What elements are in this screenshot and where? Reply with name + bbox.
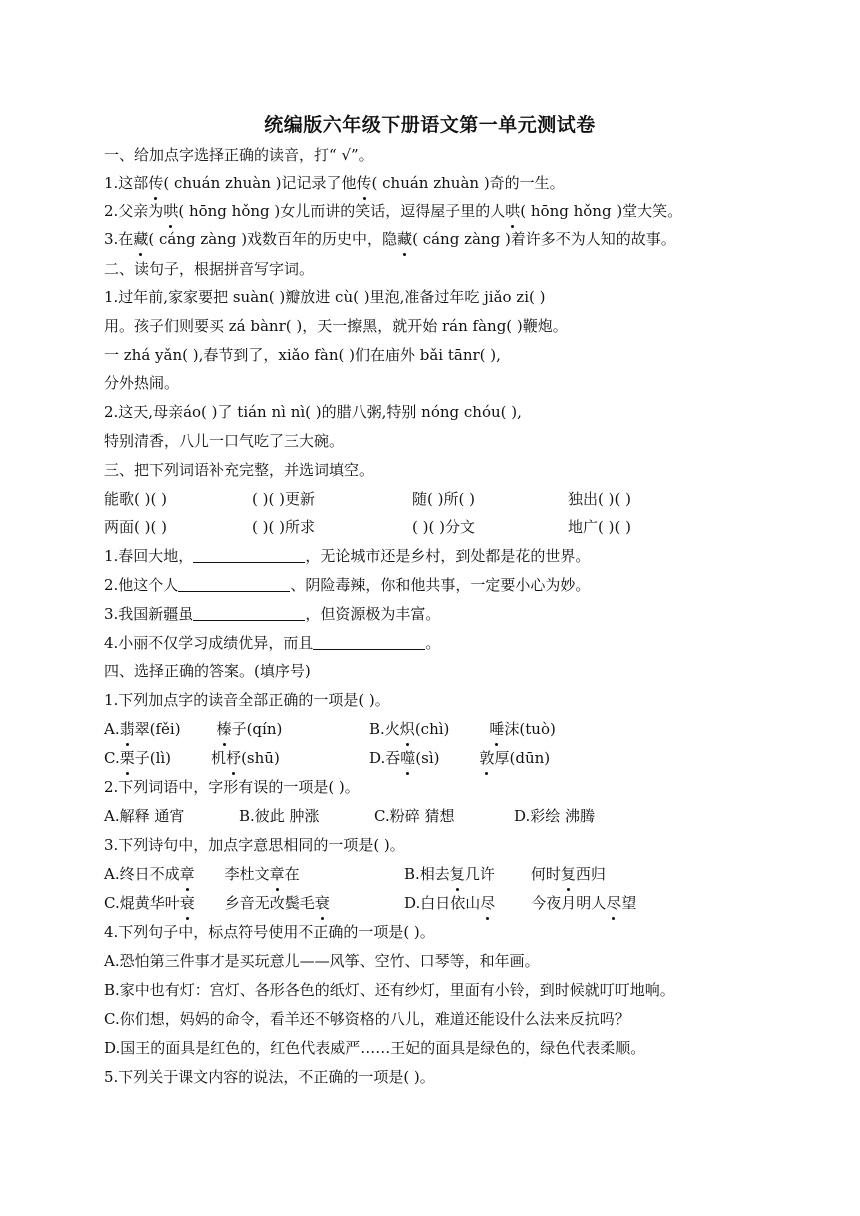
s3-idiom-row-1: [104, 486, 631, 512]
s1-q2-text-c: ( hōng hǒng )堂大笑。: [520, 202, 683, 220]
idiom-item: 独出( )( ): [568, 490, 631, 508]
s4-q3-options-cd: [104, 890, 636, 916]
answer-blank[interactable]: [178, 575, 290, 592]
s4-question-3: 3.下列诗句中，加点字意思相同的一项是( )。: [104, 836, 405, 854]
fill-text: 2.他这个人: [104, 576, 179, 594]
s1-q3-text-a: 3.在: [104, 230, 134, 248]
dotted-char: 藏: [133, 226, 148, 252]
idiom-item: 地广( )( ): [568, 518, 631, 536]
idiom-item: 两面( )( ): [104, 518, 167, 536]
s2-line-3: 一 zhá yǎn( ),春节到了，xiǎo fàn( )们在庙外 bǎi tānr( ),: [104, 346, 501, 364]
s4-q1-options-ab: [104, 716, 556, 742]
idiom-item: 能歌( )( ): [104, 490, 167, 508]
section-2-heading: 二、读句子，根据拼音写字词。: [104, 260, 315, 278]
s3-idiom-row-2: [104, 514, 631, 540]
exam-title: 统编版六年级下册语文第一单元测试卷: [264, 114, 596, 136]
s2-line-4: 分外热闹。: [104, 374, 180, 392]
s1-q1-text-c: ( chuán zhuàn )奇的一生。: [371, 174, 565, 192]
s4-q4-option-a: A.恐怕第三件事才是买玩意儿——风筝、空竹、口琴等，和年画。: [104, 952, 540, 970]
fill-text: 。: [425, 634, 441, 652]
fill-text: 、阴险毒辣，你和他共事，一定要小心为妙。: [290, 576, 591, 594]
section-3-heading: 三、把下列词语补充完整，并选词填空。: [104, 461, 375, 479]
s4-q1-options-cd: [104, 745, 550, 771]
answer-blank[interactable]: [193, 546, 305, 563]
s1-q3-text-b: ( cáng zàng )戏数百年的历史中，隐: [148, 230, 398, 248]
option-b: B.相去复几许 何时复西归: [404, 861, 606, 887]
dotted-char: 藏: [397, 226, 412, 252]
s4-q4-option-c: C.你们想，妈妈的命令，看羊还不够资格的八儿，难道还能设什么法来反抗吗？: [104, 1010, 630, 1028]
option-c: C.焜黄华叶衰 乡音无改鬓毛衰: [104, 890, 404, 916]
s1-q2-text-b: ( hōng hǒng )女儿而讲的笑话，逗得屋子里的人: [178, 202, 506, 220]
s4-question-2: 2.下列词语中，字形有误的一项是( )。: [104, 778, 360, 796]
fill-text: 1.春回大地，: [104, 547, 194, 565]
option-a: A.终日不成章 李杜文章在: [104, 861, 404, 887]
fill-text: ，无论城市还是乡村，到处都是花的世界。: [305, 547, 591, 565]
s2-line-6: 特别清香，八儿一口气吃了三大碗。: [104, 432, 345, 450]
s4-q4-option-d: D.国王的面具是红色的，红色代表威严……王妃的面具是绿色的，绿色代表柔顺。: [104, 1039, 646, 1057]
option-b: B.火炽(chì) 唾沫(tuò): [369, 716, 556, 742]
s1-q3-text-c: ( cáng zàng )着许多不为人知的故事。: [412, 230, 676, 248]
option-d: D.彩绘 沸腾: [514, 807, 596, 825]
s4-q4-option-b: B.家中也有灯：宫灯、各形各色的纸灯、还有纱灯，里面有小铃，到时候就叮叮地响。: [104, 981, 675, 999]
s2-line-5: 2.这天,母亲áo( )了 tián nì nì( )的腊八粥,特别 nóng chóu( ),: [104, 403, 522, 421]
s3-fill-2: [104, 572, 590, 598]
fill-text: 3.我国新疆虽: [104, 605, 194, 623]
s4-question-1: 1.下列加点字的读音全部正确的一项是( )。: [104, 691, 390, 709]
s1-question-1: [104, 170, 565, 196]
s3-fill-1: [104, 543, 590, 569]
answer-blank[interactable]: [313, 633, 425, 650]
fill-text: 4.小丽不仅学习成绩优异，而且: [104, 634, 314, 652]
s3-fill-3: [104, 601, 440, 627]
s4-q2-options: [104, 803, 595, 829]
option-d: D.白日依山尽 今夜月明人尽望: [404, 890, 636, 916]
s1-q2-text-a: 2.父亲为: [104, 202, 164, 220]
s4-question-5: 5.下列关于课文内容的说法，不正确的一项是( )。: [104, 1068, 435, 1086]
s2-line-2: 用。孩子们则要买 zá bànr( )，天一擦黑，就开始 rán fàng( )鞭炮。: [104, 317, 568, 335]
section-4-heading: 四、选择正确的答案。(填序号): [104, 662, 311, 680]
dotted-char: 传: [357, 170, 372, 196]
idiom-item: ( )( )分文: [412, 518, 475, 536]
dotted-char: 哄: [505, 198, 520, 224]
s1-question-2: [104, 198, 682, 224]
fill-text: ，但资源极为丰富。: [305, 605, 441, 623]
s1-q1-text-a: 1.这部: [104, 174, 149, 192]
section-1-heading: 一、给加点字选择正确的读音，打“ √”。: [104, 146, 374, 164]
answer-blank[interactable]: [193, 604, 305, 621]
option-c: C.粉碎 猜想: [374, 807, 455, 825]
option-d: D.吞噬(sì) 敦厚(dūn): [369, 745, 550, 771]
option-a: A.翡翠(fěi) 榛子(qín): [104, 716, 369, 742]
s4-q3-options-ab: [104, 861, 606, 887]
idiom-item: ( )( )更新: [252, 490, 315, 508]
s2-line-1: 1.过年前,家家要把 suàn( )瓣放进 cù( )里泡,准备过年吃 jiǎo zi( ): [104, 288, 546, 306]
option-b: B.彼此 肿涨: [239, 807, 320, 825]
s1-question-3: [104, 226, 676, 252]
s4-question-4: 4.下列句子中，标点符号使用不正确的一项是( )。: [104, 923, 435, 941]
option-a: A.解释 通宵: [104, 807, 185, 825]
s3-fill-4: [104, 630, 440, 656]
dotted-char: 传: [148, 170, 163, 196]
option-c: C.栗子(lì) 机杼(shū): [104, 745, 369, 771]
dotted-char: 哄: [163, 198, 178, 224]
s1-q1-text-b: ( chuán zhuàn )记记录了他: [163, 174, 357, 192]
idiom-item: 随( )所( ): [412, 490, 475, 508]
idiom-item: ( )( )所求: [252, 518, 315, 536]
